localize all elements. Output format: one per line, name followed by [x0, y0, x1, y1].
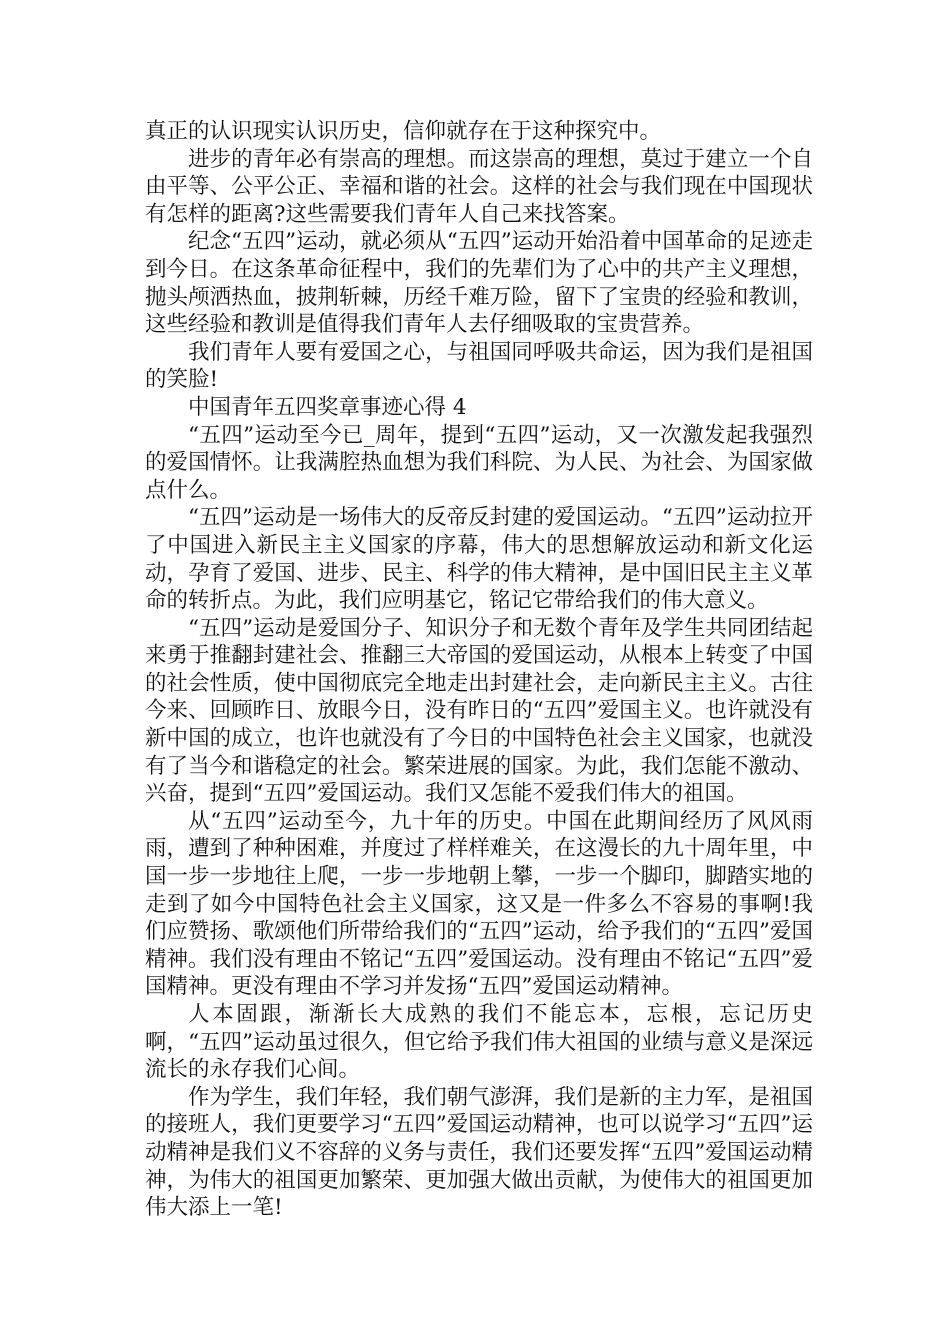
paragraph: 人本固跟，渐渐长大成熟的我们不能忘本，忘根，忘记历史啊，“五四”运动虽过很久，但它给予我们伟大祖国的业绩与意义是深远流长的永存我们心间。	[145, 1002, 813, 1083]
paragraph: 我们青年人要有爱国之心，与祖国同呼吸共命运，因为我们是祖国的笑脸!	[145, 339, 813, 393]
paragraph: 进步的青年必有崇高的理想。而这崇高的理想，莫过于建立一个自由平等、公平公正、幸福和谐的社会。这样的社会与我们现在中国现状有怎样的距离?这些需要我们青年人自己来找答案。	[145, 146, 813, 227]
paragraph: 作为学生，我们年轻，我们朝气澎湃，我们是新的主力军，是祖国的接班人，我们更要学习“五四”爱国运动精神，也可以说学习“五四”运动精神是我们义不容辞的义务与责任，我们还要发挥“五四”爱国运动精神，为伟大的祖国更加繁荣、更加强大做出贡献，为使伟大的祖国更加伟大添上一笔!	[145, 1084, 813, 1221]
paragraph: “五四”运动是一场伟大的反帝反封建的爱国运动。“五四”运动拉开了中国进入新民主主义国家的序幕，伟大的思想解放运动和新文化运动，孕育了爱国、进步、民主、科学的伟大精神，是中国旧民主主义革命的转折点。为此，我们应明基它，铭记它带给我们的伟大意义。	[145, 505, 813, 614]
section-heading: 中国青年五四奖章事迹心得 4	[188, 394, 467, 420]
paragraph: 纪念“五四”运动，就必须从“五四”运动开始沿着中国革命的足迹走到今日。在这条革命征程中，我们的先辈们为了心中的共产主义理想，抛头颅洒热血，披荆斩棘，历经千难万险，留下了宝贵的经验和教训，这些经验和教训是值得我们青年人去仔细吸取的宝贵营养。	[145, 229, 813, 338]
paragraph: “五四”运动是爱国分子、知识分子和无数个青年及学生共同团结起来勇于推翻封建社会、推翻三大帝国的爱国运动，从根本上转变了中国的社会性质，使中国彻底完全地走出封建社会，走向新民主主义。古往今来、回顾昨日、放眼今日，没有昨日的“五四”爱国主义。也许就没有新中国的成立，也许也就没有了今日的中国特色社会主义国家，也就没有了当今和谐稳定的社会。繁荣进展的国家。为此，我们怎能不激动、兴奋，提到“五四”爱国运动。我们又怎能不爱我们伟大的祖国。	[145, 615, 813, 807]
document-page	[145, 118, 813, 1222]
paragraph: “五四”运动至今已_周年，提到“五四”运动，又一次激发起我强烈的爱国情怀。让我满腔热血想为我们科院、为人民、为社会、为国家做点什么。	[145, 422, 813, 503]
paragraph: 从“五四”运动至今，九十年的历史。中国在此期间经历了风风雨雨，遭到了种种困难，并度过了样样难关，在这漫长的九十周年里，中国一步一步地往上爬，一步一步地朝上攀，一步一个脚印，脚踏实地的走到了如今中国特色社会主义国家，这又是一件多么不容易的事啊!我们应赞扬、歌颂他们所带给我们的“五四”运动，给予我们的“五四”爱国精神。我们没有理由不铭记“五四”爱国运动。没有理由不铭记“五四”爱国精神。更没有理由不学习并发扬“五四”爱国运动精神。	[145, 808, 813, 1000]
paragraph: 真正的认识现实认识历史，信仰就存在于这种探究中。	[145, 119, 662, 144]
